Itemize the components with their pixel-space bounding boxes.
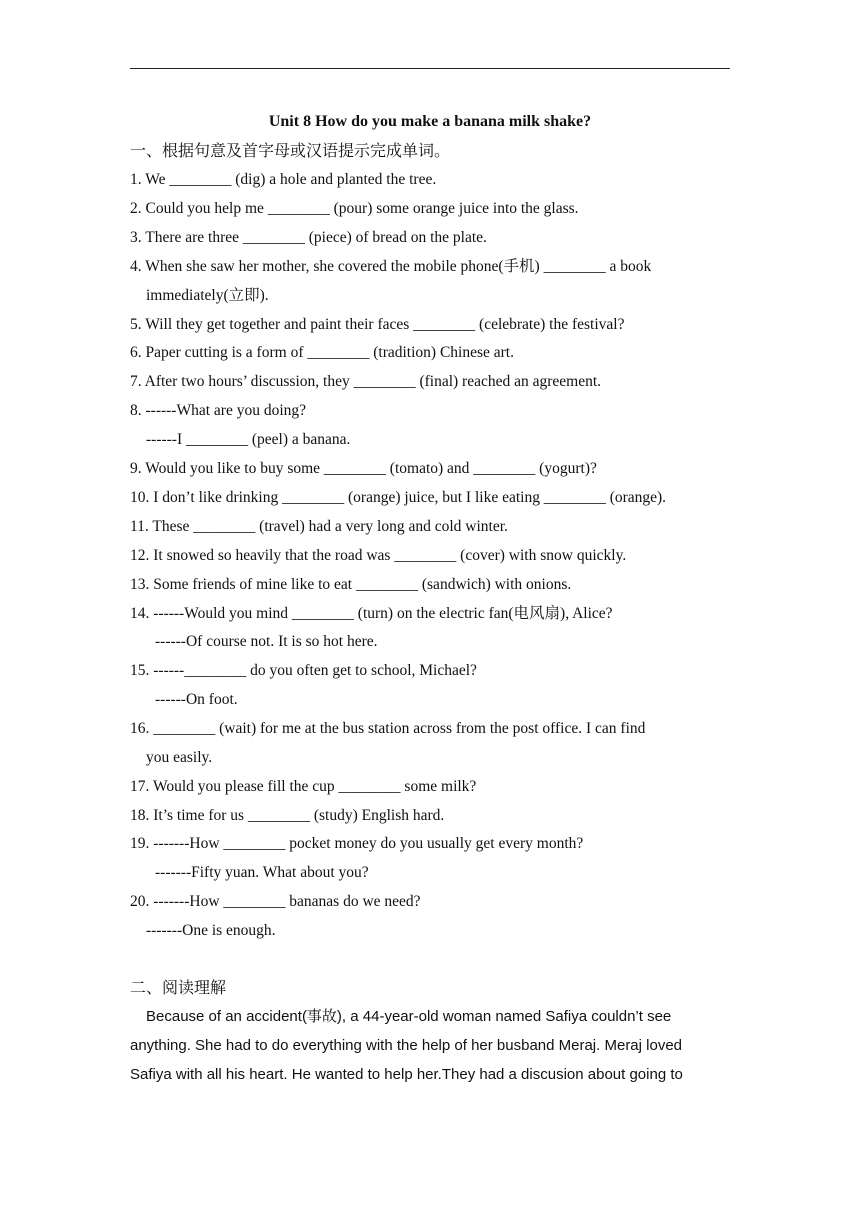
exercise-line-reply: ------On foot.	[155, 691, 238, 708]
exercise-line-continuation: you easily.	[146, 749, 213, 766]
exercise-line: 7. After two hours’ discussion, they ________ (final) reached an agreement.	[130, 373, 602, 390]
exercise-line: 13. Some friends of mine like to eat ________ (sandwich) with onions.	[130, 576, 572, 593]
exercise-line-reply: ------Of course not. It is so hot here.	[155, 633, 378, 650]
exercise-line-reply: -------Fifty yuan. What about you?	[155, 864, 369, 881]
exercise-line: 2. Could you help me ________ (pour) some orange juice into the glass.	[130, 200, 579, 217]
passage-line: anything. She had to do everything with the help of her busband Meraj. Meraj loved	[130, 1037, 683, 1054]
exercise-line: 9. Would you like to buy some ________ (tomato) and ________ (yogurt)?	[130, 460, 597, 477]
header-rule	[130, 68, 730, 69]
exercise-line: 18. It’s time for us ________ (study) English hard.	[130, 807, 445, 824]
exercise-line: 5. Will they get together and paint their faces ________ (celebrate) the festival?	[130, 316, 625, 333]
worksheet-title: Unit 8 How do you make a banana milk shake?	[268, 113, 592, 130]
exercise-line: 8. ------What are you doing?	[130, 402, 307, 419]
section-heading-reading: 二、阅读理解	[130, 978, 227, 997]
exercise-line-reply: ------I ________ (peel) a banana.	[146, 431, 351, 448]
exercise-line: 20. -------How ________ bananas do we need?	[130, 893, 421, 910]
exercise-line: 12. It snowed so heavily that the road was ________ (cover) with snow quickly.	[130, 547, 627, 564]
exercise-line-continuation: immediately(立即).	[146, 287, 269, 304]
exercise-line: 6. Paper cutting is a form of ________ (tradition) Chinese art.	[130, 344, 514, 361]
exercise-line: 15. ------________ do you often get to school, Michael?	[130, 662, 477, 679]
passage-line: Safiya with all his heart. He wanted to help her.They had a discusion about going to	[130, 1066, 683, 1083]
exercise-line: 3. There are three ________ (piece) of bread on the plate.	[130, 229, 487, 246]
exercise-line: 19. -------How ________ pocket money do you usually get every month?	[130, 835, 584, 852]
exercise-line: 17. Would you please fill the cup ________ some milk?	[130, 778, 477, 795]
section-heading-vocabulary: 一、根据句意及首字母或汉语提示完成单词。	[130, 141, 451, 160]
exercise-line: 16. ________ (wait) for me at the bus station across from the post office. I can find	[130, 720, 646, 737]
exercise-line: 14. ------Would you mind ________ (turn) on the electric fan(电风扇), Alice?	[130, 605, 613, 622]
exercise-line-reply: -------One is enough.	[146, 922, 276, 939]
exercise-line: 11. These ________ (travel) had a very long and cold winter.	[130, 518, 508, 535]
exercise-line: 10. I don’t like drinking ________ (orange) juice, but I like eating ________ (orange).	[130, 489, 667, 506]
passage-line: Because of an accident(事故), a 44-year-old woman named Safiya couldn’t see	[146, 1008, 672, 1025]
exercise-line: 1. We ________ (dig) a hole and planted the tree.	[130, 171, 437, 188]
exercise-line: 4. When she saw her mother, she covered the mobile phone(手机) ________ a book	[130, 258, 652, 275]
